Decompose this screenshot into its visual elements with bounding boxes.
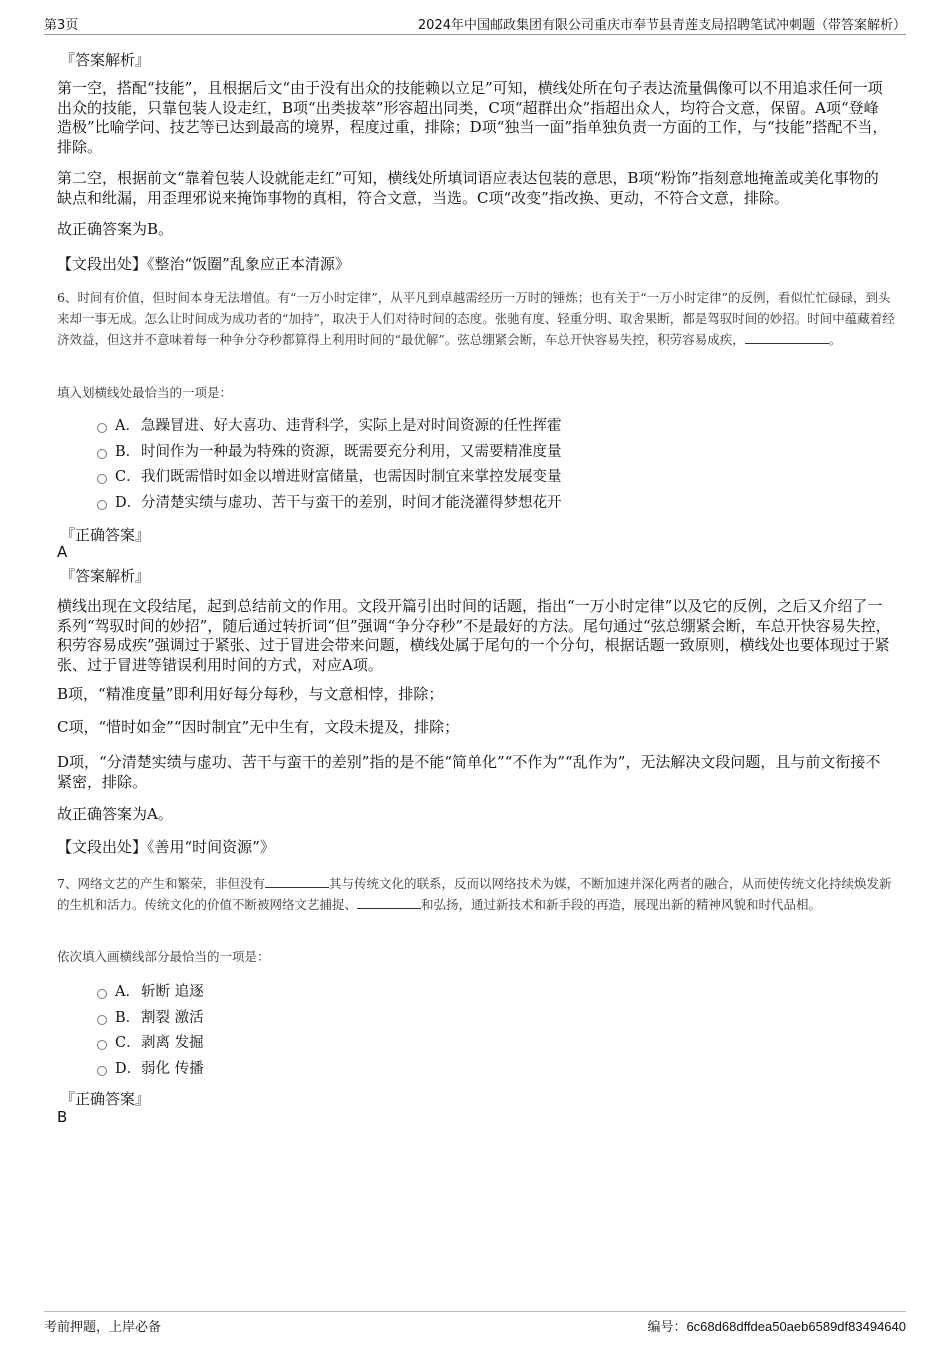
page-header xyxy=(44,14,906,35)
question-6-analysis-3: C项，“惜时如金”“因时制宜”无中生有，文段未提及，排除； xyxy=(57,718,460,736)
question-7-prompt: 依次填入画横线部分最恰当的一项是： xyxy=(57,949,270,964)
prev-analysis-paragraph-2: 第二空，根据前文“靠着包装人设就能走红”可知，横线处所填词语应表达包装的意思，B项“粉饰”指刻意地掩盖或美化事物的缺点和纰漏，用歪理邪说来掩饰事物的真相，符合文意，当选。C项“改变”指改换、更动，不符合文意，排除。 xyxy=(57,169,879,207)
option-d[interactable]: D．弱化 传播 xyxy=(97,1057,897,1083)
question-6-stem-text: 6、时间有价值，但时间本身无法增值。有“一万小时定律”，从平凡到卓越需经历一万时的锤炼；也有关于“一万小时定律”的反例，看似忙忙碌碌，到头来却一事无成。怎么让时间成为成功者的“加持”，取决于人们对待时间的态度。张驰有度、轻重分明、取舍果断，都是驾驭时间的妙招。时间中蕴藏着经济效益，但这并不意味着每一种争分夺秒都算得上利用时间的“最优解”。弦总绷紧会断，车总开快容易失控，积劳容易成疾， xyxy=(57,290,895,347)
radio-icon[interactable] xyxy=(97,474,107,484)
option-c[interactable]: C．我们既需惜时如金以增进财富储量，也需因时制宜来掌控发展变量 xyxy=(97,465,897,491)
radio-icon[interactable] xyxy=(97,500,107,510)
radio-icon[interactable] xyxy=(97,1040,107,1050)
prev-analysis-paragraph-1: 第一空，搭配“技能”，且根据后文“由于没有出众的技能赖以立足”可知，横线处所在句子表达流量偶像可以不用追求任何一项出众的技能，只靠包装人设走红，B项“出类拔萃”形容超出同类，C项“超群出众”指超出众人，均符合文意，保留。A项“登峰造极”比喻学问、技艺等已达到最高的境界，程度过重，排除；D项“独当一面”指单独负责一方面的工作，与“技能”搭配不当，排除。 xyxy=(57,79,888,156)
question-6-analysis-4: D项，“分清楚实绩与虚功、苦干与蛮干的差别”指的是不能“简单化”“不作为”“乱作为”，无法解决文段问题，且与前文衔接不紧密，排除。 xyxy=(57,753,881,791)
question-6-stem-end: 。 xyxy=(828,332,842,347)
question-6-analysis-5: 故正确答案为A。 xyxy=(57,805,173,823)
question-6-analysis-2: B项，“精准度量”即利用好每分每秒，与文意相悖，排除； xyxy=(57,685,444,703)
question-6-answer-label: 『正确答案』 xyxy=(60,526,151,544)
option-c[interactable]: C．剥离 发掘 xyxy=(97,1031,897,1057)
prev-source: 【文段出处】《整治“饭圈”乱象应正本清源》 xyxy=(57,255,350,273)
question-7-answer: B xyxy=(57,1108,68,1126)
question-7-options xyxy=(97,980,897,1082)
document-code: 6c68d68dffdea50aeb6589df83494640 xyxy=(686,1319,906,1334)
prev-conclusion: 故正确答案为B。 xyxy=(57,220,174,238)
radio-icon[interactable] xyxy=(97,1015,107,1025)
question-6-blank xyxy=(745,343,829,344)
question-7-blank-1 xyxy=(265,887,329,888)
option-a[interactable]: A．急躁冒进、好大喜功、违背科学，实际上是对时间资源的任性挥霍 xyxy=(97,414,897,440)
question-6-analysis-label: 『答案解析』 xyxy=(60,567,151,585)
radio-icon[interactable] xyxy=(97,423,107,433)
question-6-source: 【文段出处】《善用“时间资源”》 xyxy=(57,838,275,856)
question-6-options xyxy=(97,414,897,516)
radio-icon[interactable] xyxy=(97,989,107,999)
option-b[interactable]: B．时间作为一种最为特殊的资源，既需要充分利用，又需要精准度量 xyxy=(97,440,897,466)
radio-icon[interactable] xyxy=(97,449,107,459)
option-d[interactable]: D．分清楚实绩与虚功、苦干与蛮干的差别，时间才能浇灌得梦想花开 xyxy=(97,491,897,517)
question-6-stem xyxy=(57,287,899,350)
radio-icon[interactable] xyxy=(97,1066,107,1076)
option-a[interactable]: A．斩断 追逐 xyxy=(97,980,897,1006)
document-title: 2024年中国邮政集团有限公司重庆市奉节县青莲支局招聘笔试冲刺题（带答案解析） xyxy=(417,18,906,33)
footer-slogan: 考前押题，上岸必备 xyxy=(44,1320,162,1335)
question-7-blank-2 xyxy=(357,908,421,909)
page-footer xyxy=(44,1311,906,1339)
question-6-answer: A xyxy=(57,543,68,561)
page-number: 第3页 xyxy=(44,18,79,33)
question-7-answer-label: 『正确答案』 xyxy=(60,1090,151,1108)
footer-code: 编号：6c68d68dffdea50aeb6589df83494640 xyxy=(647,1319,906,1335)
question-6-analysis-1: 横线出现在文段结尾，起到总结前文的作用。文段开篇引出时间的话题，指出“一万小时定律”以及它的反例，之后又介绍了一系列“驾驭时间的妙招”，随后通过转折词“但”强调“争分夺秒”不是最好的方法。尾句通过“弦总绷紧会断，车总开快容易失控，积劳容易成疾”强调过于紧张、过于冒进会带来问题，横线处属于尾句的一个分句，根据话题一致原则，横线处也要体现过于紧张、过于冒进等错误利用时间的方式，对应A项。 xyxy=(57,597,891,674)
prev-analysis-label: 『答案解析』 xyxy=(60,51,151,69)
question-7-stem: 7、网络文艺的产生和繁荣，非但没有 其与传统文化的联系，反而以网络技术为媒，不断加速并深化两者的融合，从而使传统文化持续焕发新的生机和活力。传统文化的价值不断被网络文艺捕捉、 和弘扬，通过新技术和新手段的再造，展现出新的精神风貌和时代品相。 xyxy=(57,876,892,912)
question-6-prompt: 填入划横线处最恰当的一项是： xyxy=(57,385,233,400)
option-b[interactable]: B．割裂 激活 xyxy=(97,1006,897,1032)
